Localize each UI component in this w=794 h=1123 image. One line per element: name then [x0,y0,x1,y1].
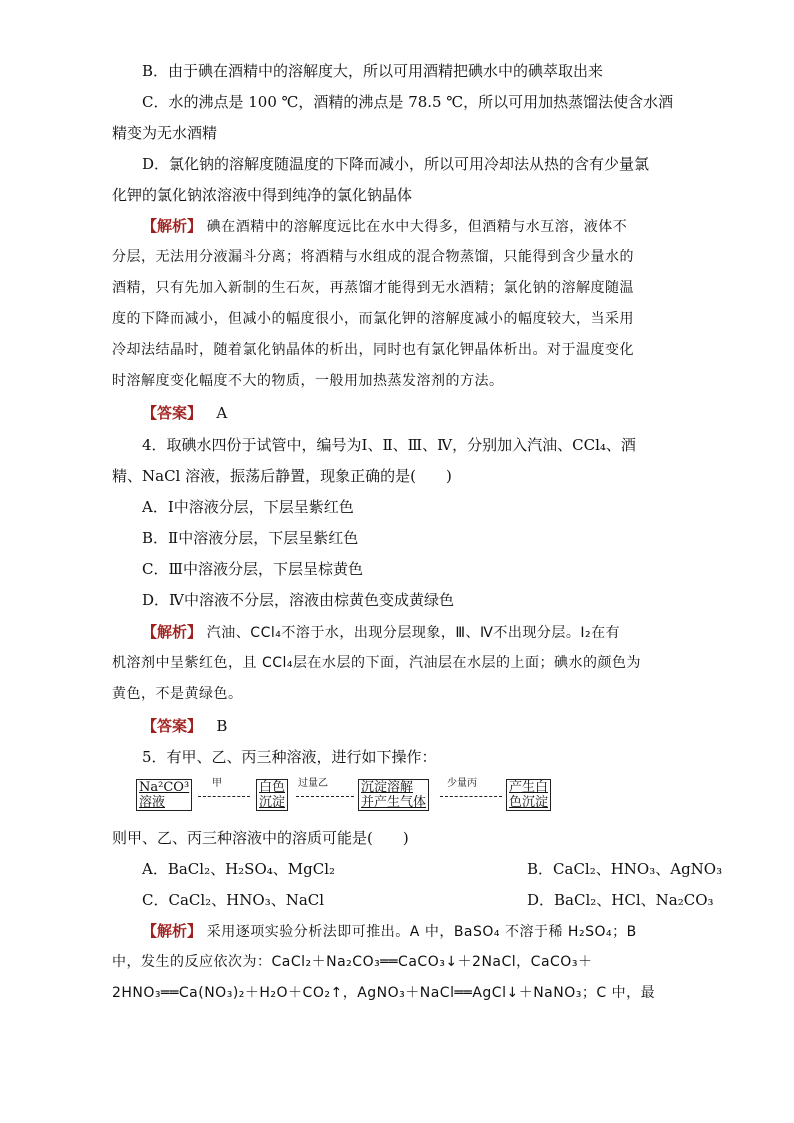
q3-analysis-line: 冷却法结晶时，随着氯化钠晶体的析出，同时也有氯化钾晶体析出。对于温度变化 [112,342,634,358]
q3-option-b: B．由于碘在酒精中的溶解度大，所以可用酒精把碘水中的碘萃取出来 [142,62,604,80]
flow-arrow-line [296,796,354,797]
q5-stem: 5．有甲、乙、丙三种溶液，进行如下操作： [142,748,437,766]
q3-option-c: C．水的沸点是 100 ℃，酒精的沸点是 78.5 ℃，所以可用加热蒸馏法使含水酒 [142,93,674,111]
flow-box-start: Na²CO³ 溶液 [136,779,192,811]
q5-question: 则甲、乙、丙三种溶液中的溶质可能是( ) [112,829,409,847]
q5-analysis-line: 中，发生的反应依次为：CaCl₂＋Na₂CO₃══CaCO₃↓＋2NaCl，CaCO₃＋ [112,954,593,970]
q4-stem-cont: 精、NaCl 溶液，振荡后静置，现象正确的是( ) [112,467,452,485]
flow-arrow-line [440,796,502,797]
flow-arrow-line [198,796,250,797]
flow-arrow-label: 少量丙 [447,778,477,789]
q5-analysis-line [142,921,722,942]
q4-option-b: B．Ⅱ中溶液分层，下层呈紫红色 [142,529,359,547]
flow-arrow-label: 甲 [212,778,222,789]
q3-analysis-line: 酒精，只有先加入新制的生石灰，再蒸馏才能得到无水酒精；氯化钠的溶解度随温 [112,280,634,296]
q4-option-d: D．Ⅳ中溶液不分层，溶液由棕黄色变成黄绿色 [142,591,455,609]
flow-box-end: 产生白 色沉淀 [506,779,551,811]
q5-option-d: D．BaCl₂、HCl、Na₂CO₃ [527,891,714,909]
q3-answer [142,403,722,423]
q4-option-a: A．Ⅰ中溶液分层，下层呈紫红色 [142,498,354,516]
analysis-text: 采用逐项实验分析法即可推出。A 中，BaSO₄ 不溶于稀 H₂SO₄；B [206,924,637,940]
q3-analysis-line: 分层，无法用分液漏斗分离；将酒精与水组成的混合物蒸馏，只能得到含少量水的 [112,249,634,265]
q5-option-a: A．BaCl₂、H₂SO₄、MgCl₂ [142,860,336,878]
q4-stem: 4．取碘水四份于试管中，编号为Ⅰ、Ⅱ、Ⅲ、Ⅳ，分别加入汽油、CCl₄、酒 [142,436,636,454]
flow-box-precipitate: 白色 沉淀 [256,779,288,811]
q4-analysis-line: 黄色，不是黄绿色。 [112,686,243,702]
analysis-tag: 【解析】 [142,217,203,235]
q3-analysis-line [142,216,722,237]
flow-box-dissolve: 沉淀溶解 并产生气体 [358,779,429,811]
q3-option-d-cont: 化钾的氯化钠浓溶液中得到纯净的氯化钠晶体 [112,186,413,204]
q3-option-d: D．氯化钠的溶解度随温度的下降而减小，所以可用冷却法从热的含有少量氯 [142,155,650,173]
analysis-text: 碘在酒精中的溶解度远比在水中大得多，但酒精与水互溶，液体不 [206,219,628,235]
q4-answer [142,716,722,736]
q3-option-c-cont: 精变为无水酒精 [112,124,218,142]
q3-analysis-line: 时溶解度变化幅度不大的物质，一般用加热蒸发溶剂的方法。 [112,373,504,389]
q4-analysis-line [142,622,722,643]
answer-value: B [216,717,228,735]
analysis-text: 汽油、CCl₄不溶于水，出现分层现象，Ⅲ、Ⅳ不出现分层。I₂在有 [206,625,621,641]
answer-value: A [216,404,228,422]
analysis-tag: 【解析】 [142,922,203,940]
q5-options-row [142,859,722,879]
answer-tag: 【答案】 [142,404,203,422]
q4-option-c: C．Ⅲ中溶液分层，下层呈棕黄色 [142,560,363,578]
flow-arrow-label: 过量乙 [298,778,328,789]
answer-tag: 【答案】 [142,717,203,735]
analysis-tag: 【解析】 [142,623,203,641]
q5-analysis-line: 2HNO₃══Ca(NO₃)₂＋H₂O＋CO₂↑，AgNO₃＋NaCl══AgCl↓＋NaNO₃；C 中，最 [112,985,656,1001]
q5-options-row [142,890,722,910]
q5-option-c: C．CaCl₂、HNO₃、NaCl [142,891,325,909]
q5-option-b: B．CaCl₂、HNO₃、AgNO₃ [527,860,723,878]
q4-analysis-line: 机溶剂中呈紫红色，且 CCl₄层在水层的下面，汽油层在水层的上面；碘水的颜色为 [112,655,642,671]
q3-analysis-line: 度的下降而减小，但减小的幅度很小，而氯化钾的溶解度减小的幅度较大，当采用 [112,311,634,327]
